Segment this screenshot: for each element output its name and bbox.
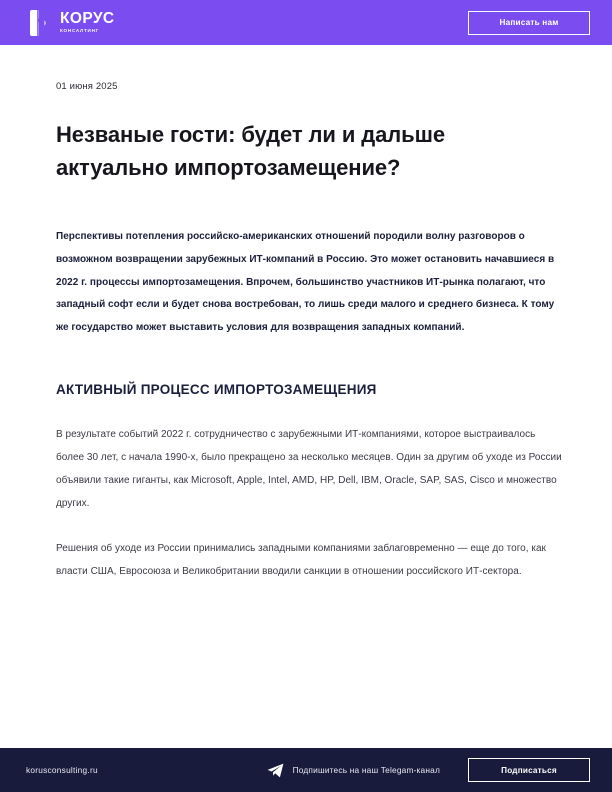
- article-paragraph: В результате событий 2022 г. сотрудничество с зарубежными ИТ-компаниями, которое выстраивалось более 30 лет, с начала 1990-х, было прекращено за несколько месяцев. Один за другим об уходе из России объявили такие гиганты, как Microsoft, Apple, Intel, AMD, HP, Dell, IBM, Oracle, SAP, SAS, Cisco и множество других.: [56, 428, 562, 509]
- contact-us-button[interactable]: Написать нам: [468, 11, 590, 35]
- article-content: [0, 45, 612, 748]
- brand-tagline: КОНСАЛТИНГ: [60, 28, 100, 34]
- publish-date: 01 июня 2025: [56, 81, 118, 92]
- article-lead-paragraph: Перспективы потепления российско-американских отношений породили волну разговоров о возможном возвращении зарубежных ИТ-компаний в Россию. Это может остановить начавшиеся в 2022 г. процессы импортозамещения. Впрочем, большинство участников ИТ-рынка полагают, что западный софт если и будет снова востребован, то лишь среди малого и среднего бизнеса. К тому же государство может выставить условия для возвращения западных компаний.: [56, 231, 555, 334]
- article-paragraph: Решения об уходе из России принимались западными компаниями заблаговременно — еще до того, как власти США, Евросоюза и Великобритании вводили санкции в отношении российского ИТ-сектора.: [56, 542, 546, 577]
- site-footer: [0, 748, 612, 792]
- brand-logo-text: [60, 11, 115, 34]
- footer-cta-text: Подпишитесь на наш Telegam-канал: [292, 765, 440, 775]
- page-title: Незваные гости: будет ли и дальше актуально импортозамещение?: [56, 122, 445, 180]
- korus-k-mark-icon: [30, 10, 53, 36]
- site-header: [0, 0, 612, 45]
- footer-telegram-cta[interactable]: [267, 763, 440, 778]
- telegram-paper-plane-icon: [267, 763, 284, 778]
- section-heading: АКТИВНЫЙ ПРОЦЕСС ИМПОРТОЗАМЕЩЕНИЯ: [56, 382, 377, 398]
- brand-name: КОРУС: [60, 9, 115, 27]
- footer-website-url[interactable]: korusconsulting.ru: [26, 765, 98, 775]
- brand-logo[interactable]: [30, 10, 115, 36]
- subscribe-button[interactable]: Подписаться: [468, 758, 590, 782]
